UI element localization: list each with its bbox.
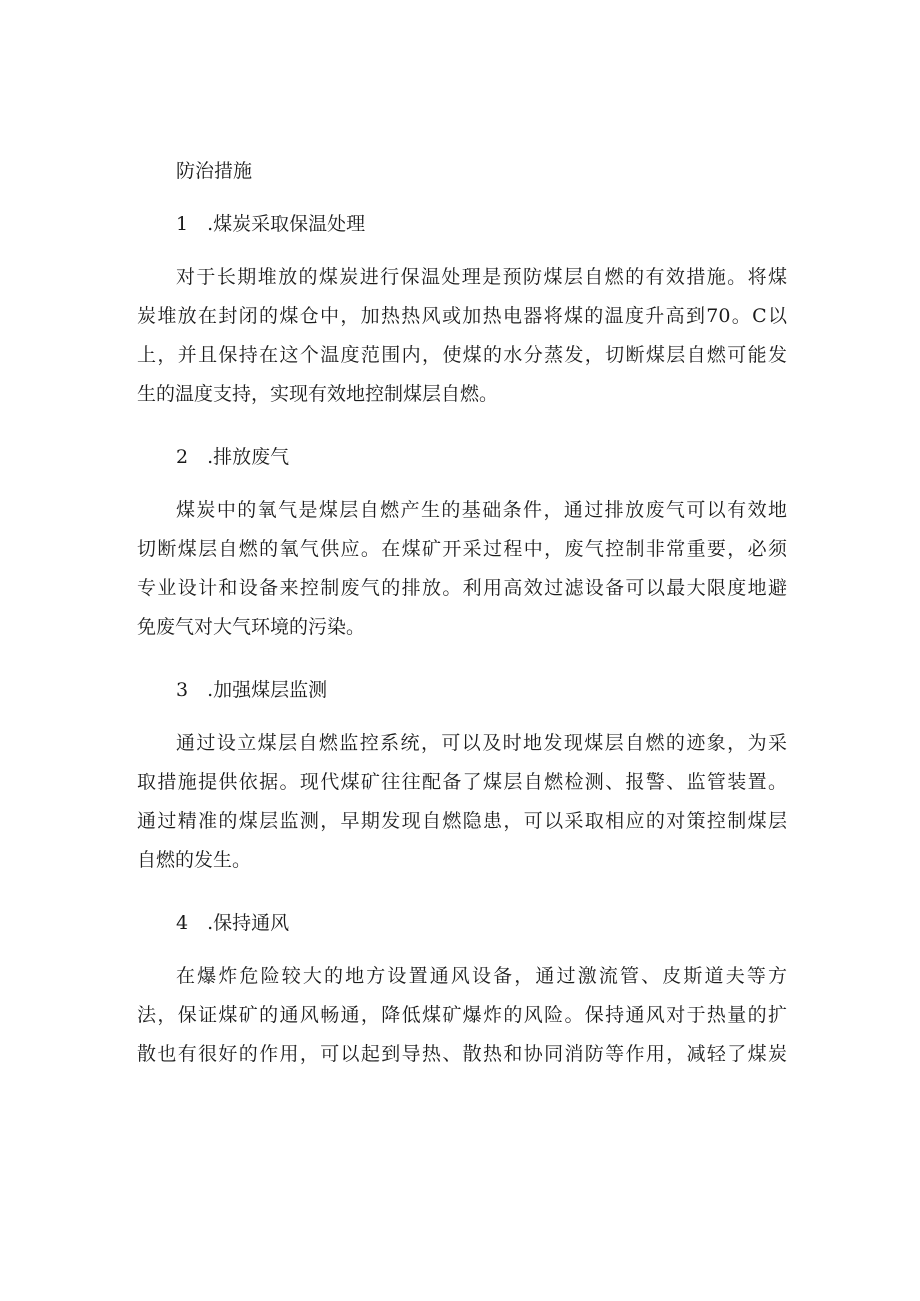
paragraph-line: 上，并且保持在这个温度范围内，使煤的水分蒸发，切断煤层自燃可能发 xyxy=(137,344,787,366)
paragraph-line: 切断煤层自燃的氧气供应。在煤矿开采过程中，废气控制非常重要，必须 xyxy=(137,538,787,560)
section-heading-4: 4 .保持通风 xyxy=(176,912,290,934)
paragraph-line: 免废气对大气环境的污染。 xyxy=(137,616,366,638)
section-heading-1: 1 .煤炭采取保温处理 xyxy=(176,213,366,235)
paragraph-line: 对于长期堆放的煤炭进行保温处理是预防煤层自燃的有效措施。将煤 xyxy=(176,266,787,288)
paragraph-line: 散也有很好的作用，可以起到导热、散热和协同消防等作用，减轻了煤炭 xyxy=(137,1043,787,1065)
paragraph-line: 在爆炸危险较大的地方设置通风设备，通过激流管、皮斯道夫等方 xyxy=(176,965,787,987)
section-heading-3: 3 .加强煤层监测 xyxy=(176,679,328,701)
paragraph-line: 通过精准的煤层监测，早期发现自燃隐患，可以采取相应的对策控制煤层 xyxy=(137,810,787,832)
paragraph-line: 法，保证煤矿的通风畅通，降低煤矿爆炸的风险。保持通风对于热量的扩 xyxy=(137,1004,787,1026)
paragraph-line: 炭堆放在封闭的煤仓中，加热热风或加热电器将煤的温度升高到70。C以 xyxy=(137,305,787,327)
paragraph-line: 生的温度支持，实现有效地控制煤层自燃。 xyxy=(137,383,499,405)
paragraph-line: 取措施提供依据。现代煤矿往往配备了煤层自燃检测、报警、监管装置。 xyxy=(137,771,787,793)
paragraph-line: 专业设计和设备来控制废气的排放。利用高效过滤设备可以最大限度地避 xyxy=(137,577,787,599)
paragraph-line: 煤炭中的氧气是煤层自燃产生的基础条件，通过排放废气可以有效地 xyxy=(176,499,787,521)
section-heading-2: 2 .排放废气 xyxy=(176,446,290,468)
paragraph-line: 通过设立煤层自燃监控系统，可以及时地发现煤层自燃的迹象，为采 xyxy=(176,732,787,754)
page-title: 防治措施 xyxy=(176,160,253,182)
paragraph-line: 自燃的发生。 xyxy=(137,849,252,871)
